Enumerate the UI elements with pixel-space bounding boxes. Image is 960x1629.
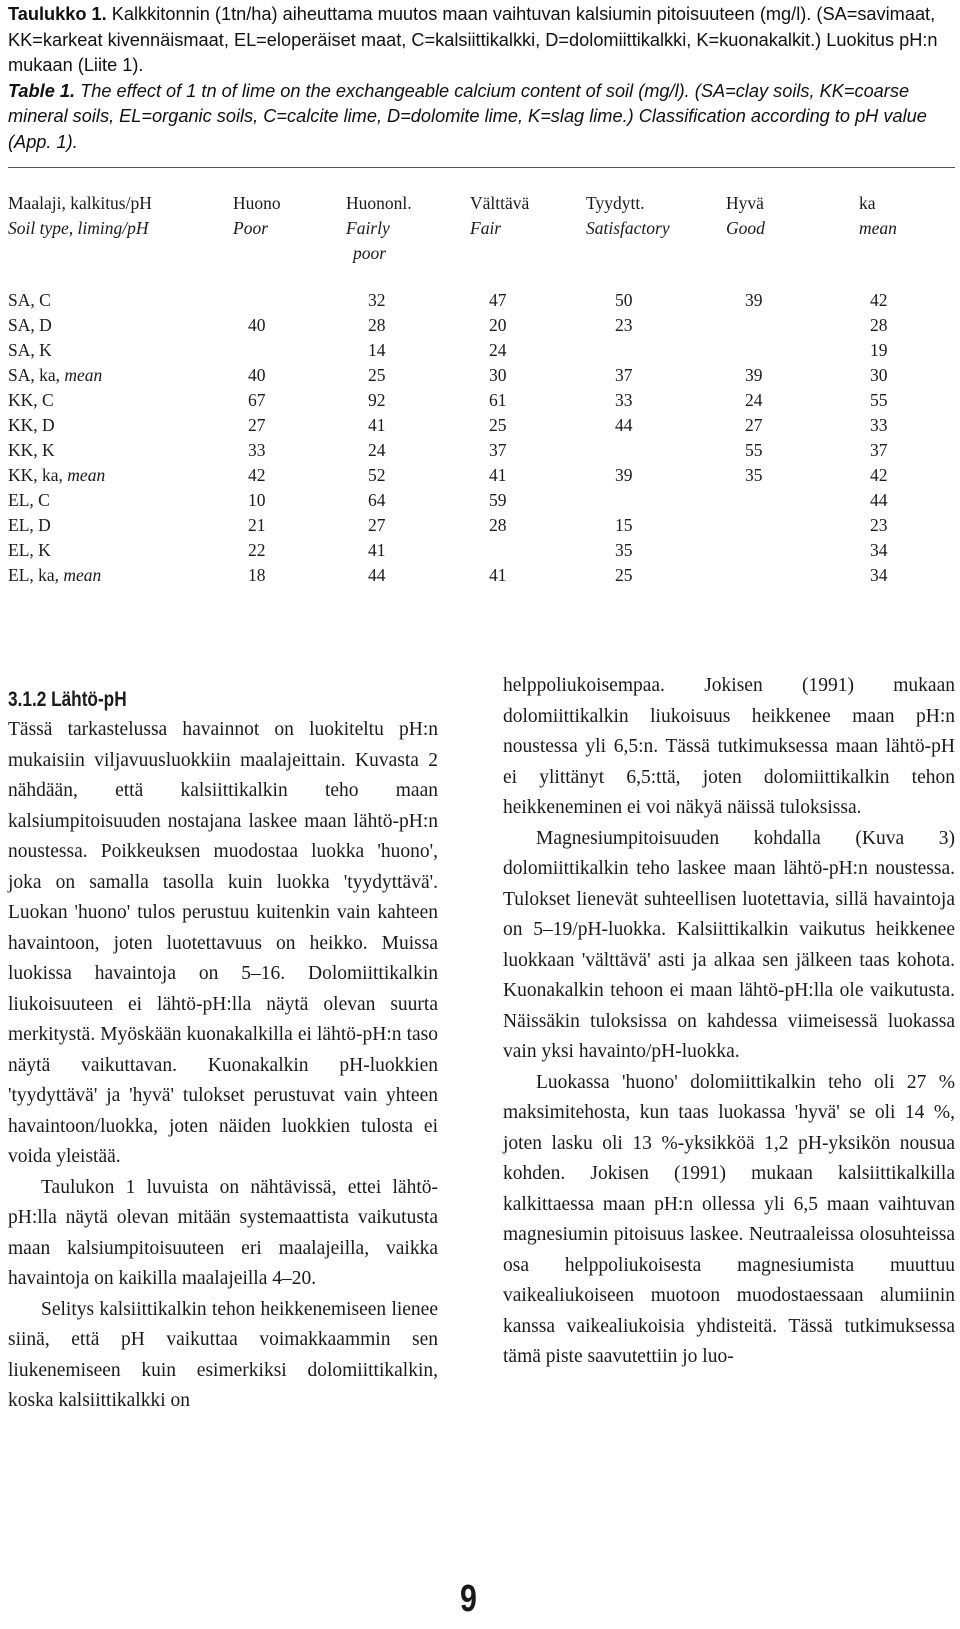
table-cell: 28 [870,315,888,335]
table-cell: 23 [870,515,888,535]
header-cell: Huono [233,193,281,213]
paragraph: Taulukon 1 luvuista on nähtävissä, ettei lähtö-pH:lla näytä olevan mitään systemaattista vaikutusta maan kalsiumpitoisuuteen eri maalajeilla, vaikka havaintoja on kaikilla maalajeilla 4–20. [8,1176,438,1289]
row-label [8,315,52,336]
table-row [8,340,960,365]
row-label [8,540,51,561]
row-label-text: KK, D [8,415,55,435]
row-label-text: EL, ka, [8,565,64,585]
row-label-text: SA, D [8,315,52,335]
table-cell: 28 [489,515,507,535]
data-table [8,193,960,585]
table-cell: 44 [368,565,386,585]
table-header-english-line2 [8,243,960,268]
table-cell: 27 [368,515,386,535]
table-cell: 14 [368,340,386,360]
row-label-mean: mean [63,565,102,585]
row-label [8,415,55,436]
row-label-mean: mean [64,365,103,385]
table-cell: 25 [368,365,386,385]
table-row [8,515,960,540]
table-cell: 41 [489,565,507,585]
table-row [8,540,960,565]
caption-english [8,81,927,152]
table-header-finnish [8,193,960,218]
table-row [8,465,960,490]
row-label [8,465,105,486]
caption-en-text: The effect of 1 tn of lime on the exchangeable calcium content of soil (mg/l). (SA=clay soils, KK=coarse mineral soils, EL=organic soils, C=calcite lime, D=dolomite lime, K=slag lime.) Classification according to pH value (App. 1). [8,80,927,152]
table-row [8,565,960,590]
left-column [8,715,438,1417]
table-cell: 55 [745,440,763,460]
table-cell: 52 [368,465,386,485]
row-label [8,390,54,411]
row-label-text: SA, ka, [8,365,65,385]
table-cell: 24 [489,340,507,360]
table-top-rule [8,167,955,168]
table-cell: 44 [615,415,633,435]
table-cell: 40 [248,365,266,385]
table-cell: 28 [368,315,386,335]
table-cell: 42 [248,465,266,485]
table-cell: 40 [248,315,266,335]
table-cell: 37 [615,365,633,385]
table-cell: 30 [870,365,888,385]
table-cell: 39 [745,365,763,385]
table-cell: 34 [870,565,888,585]
header-cell: Hyvä [726,193,764,213]
row-label-text: KK, C [8,390,54,410]
row-label [8,290,51,311]
table-cell: 27 [248,415,266,435]
row-label-text: EL, K [8,540,51,560]
page-number: 9 [460,1578,477,1620]
table-cell: 27 [745,415,763,435]
table-cell: 33 [615,390,633,410]
table-row [8,415,960,440]
row-label-text: EL, D [8,515,51,535]
paragraph: Tässä tarkastelussa havainnot on luokiteltu pH:n mukaisiin viljavuusluokkiin maalajeittain. Kuvasta 2 nähdään, että kalsiittikalkin teho maan kalsiumpitoisuuden nostajana laskee maan lähtö-pH:n noustessa. Poikkeuksen muodostaa luokka 'huono', joka on samalla tasolla kuin luokka 'tyydyttävä'. Luokan 'huono' tulos perustuu kuitenkin vain kahteen havaintoon, joten luotettavuus on heikko. Muissa luokissa havaintoja on 5–16. Dolomiittikalkin liukoisuuteen ei lähtö-pH:lla näytä olevan suurta merkitystä. Myöskään kuonakalkilla ei lähtö-pH:n taso näytä vaikuttavan. Kuonakalkin pH-luokkien 'tyydyttävä' ja 'hyvä' tulokset perustuvat vain yhteen havaintoon/luokka, joten näiden luokkien tulosta ei voida yleistää. [8,719,438,1167]
table-cell: 39 [745,290,763,310]
row-label-text: SA, K [8,340,52,360]
table-cell: 50 [615,290,633,310]
table-cell: 64 [368,490,386,510]
table-cell: 33 [870,415,888,435]
table-header-english [8,218,960,243]
caption-en-label: Table 1. [8,80,76,101]
paragraph: Selitys kalsiittikalkin tehon heikkenemiseen lienee siinä, että pH vaikuttaa voimakkaammin sen liukenemiseen kuin esimerkiksi dolomiittikalkin, koska kalsiittikalkki on [8,1298,438,1411]
header-cell: Tyydytt. [586,193,645,213]
header-cell: Satisfactory [586,218,670,238]
row-label [8,515,51,536]
table-cell: 15 [615,515,633,535]
row-label [8,365,102,386]
table-cell: 21 [248,515,266,535]
header-cell: Fairly [346,218,390,238]
caption-fi-text: Kalkkitonnin (1tn/ha) aiheuttama muutos maan vaihtuvan kalsiumin pitoisuuteen (mg/l). (SA=savimaat, KK=karkeat kivennäismaat, EL=eloperäiset maat, C=kalsiittikalkki, D=dolomiittikalkki, K=kuonakalkit.) Luokitus pH:n mukaan (Liite 1). [8,4,938,75]
header-cell: ka [859,193,876,213]
header-cell: mean [859,218,897,238]
table-row [8,440,960,465]
paragraph: Magnesiumpitoisuuden kohdalla (Kuva 3) dolomiittikalkin teho laskee maan lähtö-pH:n noustessa. Tulokset lienevät suhteellisen luotettavia, sillä havaintoja on 5–19/pH-luokka. Kalsiittikalkin vaikutus heikkenee luokkaan 'välttävä' asti ja alkaa sen jälkeen taas kohota. Kuonakalkin tehoon ei maan lähtö-pH:lla ole vaikutusta. Näissäkin tuloksissa on kahdessa viimeisessä luokassa vain yksi havainto/pH-luokka. [503,827,955,1062]
table-cell: 39 [615,465,633,485]
table-cell: 59 [489,490,507,510]
table-cell: 19 [870,340,888,360]
row-label-text: SA, C [8,290,51,310]
row-label-text: EL, C [8,490,50,510]
table-row [8,390,960,415]
paragraph: helppoliukoisempaa. Jokisen (1991) mukaan dolomiittikalkin liukoisuus heikkenee maan pH:n noustessa yli 6,5:n. Tässä tutkimuksessa maan lähtö-pH ei ylittänyt 6,5:ttä, joten dolomiittikalkin tehon heikkeneminen ei voi näkyä näissä tuloksissa. [503,675,955,818]
table-cell: 35 [615,540,633,560]
table-row [8,290,960,315]
header-cell: Maalaji, kalkitus/pH [8,193,152,213]
table-row [8,490,960,515]
row-label [8,490,50,511]
table-cell: 25 [615,565,633,585]
table-cell: 30 [489,365,507,385]
caption-finnish [8,4,938,75]
table-cell: 41 [489,465,507,485]
table-cell: 18 [248,565,266,585]
caption-fi-label: Taulukko 1. [8,4,107,24]
table-cell: 24 [368,440,386,460]
header-cell: poor [353,243,387,263]
header-cell: Soil type, liming/pH [8,218,149,238]
row-label-text: KK, ka, [8,465,68,485]
header-cell: Good [726,218,765,238]
table-row [8,315,960,340]
header-cell: Välttävä [470,193,530,213]
table-cell: 55 [870,390,888,410]
table-cell: 67 [248,390,266,410]
header-cell: Fair [470,218,502,238]
table-cell: 34 [870,540,888,560]
table-cell: 33 [248,440,266,460]
row-label-text: KK, K [8,440,55,460]
header-cell: Huononl. [346,193,412,213]
table-body [8,290,960,590]
section-heading: 3.1.2 Lähtö-pH [8,688,127,711]
row-label-mean: mean [67,465,106,485]
table-cell: 42 [870,290,888,310]
header-cell: Poor [233,218,268,238]
row-label [8,565,101,586]
table-cell: 92 [368,390,386,410]
table-cell: 20 [489,315,507,335]
table-cell: 25 [489,415,507,435]
table-cell: 47 [489,290,507,310]
table-cell: 24 [745,390,763,410]
paragraph: Luokassa 'huono' dolomiittikalkin teho oli 27 % maksimitehosta, kun taas luokassa 'hyvä' se oli 14 %, joten lasku oli 13 %-yksikköä 1,2 pH-yksikön nousua kohden. Jokisen (1991) mukaan kalsiittikalkilla kalkittaessa maan pH:n ollessa yli 6,5 maan vaihtuvan magnesiumin pitoisuus laskee. Neutraaleissa olosuhteissa osa helppoliukoisesta magnesiumista muuttuu vaikealiukoiseen muotoon muodostaessaan alumiinin kanssa vaikealiukoisia yhdisteitä. Tässä tutkimuksessa tämä piste saavutettiin jo luo- [503,1071,955,1367]
table-cell: 10 [248,490,266,510]
row-label [8,440,55,461]
table-cell: 37 [489,440,507,460]
table-cell: 37 [870,440,888,460]
table-cell: 44 [870,490,888,510]
table-cell: 23 [615,315,633,335]
right-column [503,671,955,1373]
table-cell: 42 [870,465,888,485]
table-cell: 41 [368,415,386,435]
table-cell: 35 [745,465,763,485]
table-cell: 32 [368,290,386,310]
table-cell: 41 [368,540,386,560]
table-row [8,365,960,390]
row-label [8,340,52,361]
table-caption [8,2,958,155]
table-cell: 61 [489,390,507,410]
table-cell: 22 [248,540,266,560]
